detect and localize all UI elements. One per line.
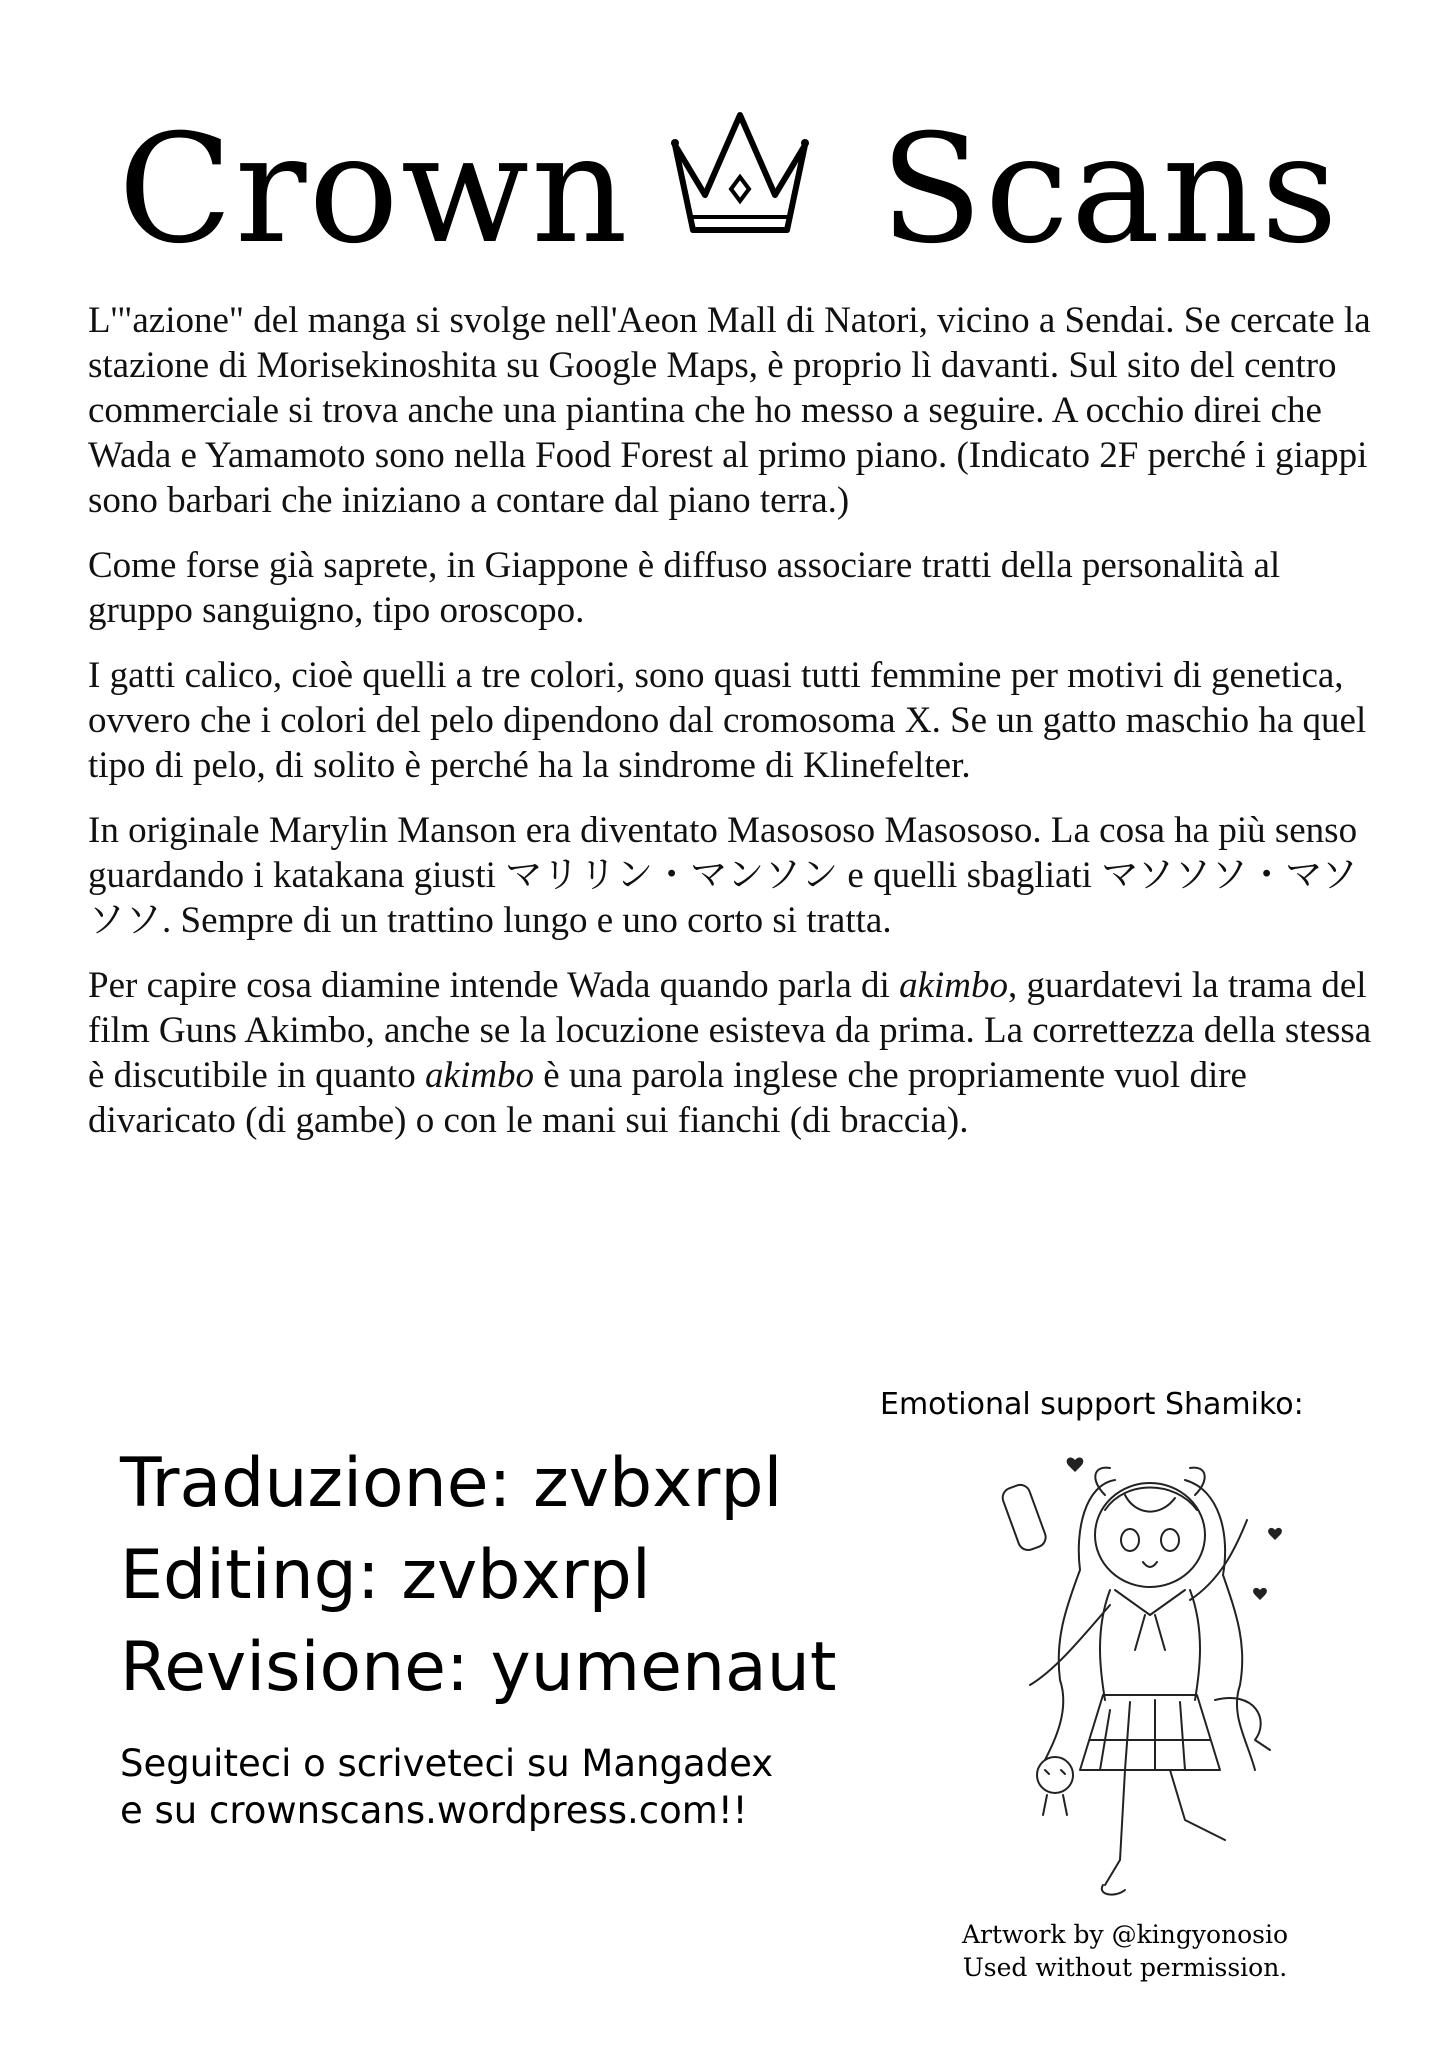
- staff-credits: [120, 1438, 880, 1714]
- note-emphasis: akimbo: [425, 1055, 534, 1096]
- note-emphasis: akimbo: [899, 965, 1008, 1006]
- artwork-permission-note: Used without permission.: [962, 1953, 1288, 1982]
- note-paragraph-akimbo: [88, 963, 1378, 1143]
- follow-line-mangadex: Seguiteci o scriveteci su Mangadex: [120, 1742, 774, 1785]
- note-text: è una parola inglese che propriamente vuol dire divaricato (di gambe) o con le mani sui fianchi (di braccia).: [88, 1055, 1247, 1141]
- artwork-caption: [900, 1918, 1350, 1984]
- note-paragraph-aeon-mall: L'"azione" del manga si svolge nell'Aeon Mall di Natori, vicino a Sendai. Se cercate la stazione di Morisekinoshita su Google Maps, è proprio lì davanti. Sul sito del centro commerciale si trova anche una piantina che ho messo a seguire. A occhio direi che Wada e Yamamoto sono nella Food Forest al primo piano. (Indicato 2F perché i giappi sono barbari che iniziano a contare dal piano terra.): [88, 300, 1371, 521]
- translator-notes: [88, 298, 1378, 1163]
- note-text: , guardatevi la trama del film Guns Akimbo, anche se la locuzione esisteva da prima. La correttezza della stessa è discutibile in quanto: [88, 965, 1372, 1096]
- header: [0, 100, 1443, 280]
- note-paragraph-marilyn-manson: In originale Marylin Manson era diventato Masososo Masososo. La cosa ha più senso guardando i katakana giusti マリリン・マンソン e quelli sbagliati マソソソ・マソソソ. Sempre di un trattino lungo e uno corto si tratta.: [88, 810, 1358, 941]
- follow-line-website: e su crownscans.wordpress.com!!: [120, 1789, 748, 1832]
- shamiko-illustration: [985, 1440, 1315, 1910]
- artwork-credit: Artwork by @kingyonosio: [961, 1920, 1289, 1949]
- brand-word-scans: Scans: [880, 103, 1340, 277]
- note-text: Per capire cosa diamine intende Wada quando parla di: [88, 965, 900, 1006]
- note-paragraph-blood-type: Come forse già saprete, in Giappone è diffuso associare tratti della personalità al gruppo sanguigno, tipo oroscopo.: [88, 545, 1281, 631]
- credit-translation: Traduzione: zvbxrpl: [120, 1444, 783, 1523]
- note-paragraph-calico-cats: I gatti calico, cioè quelli a tre colori, sono quasi tutti femmine per motivi di genetica, ovvero che i colori del pelo dipendono dal cromosoma X. Se un gatto maschio ha quel tipo di pelo, di solito è perché ha la sindrome di Klinefelter.: [88, 655, 1367, 786]
- credit-editing: Editing: zvbxrpl: [120, 1536, 651, 1615]
- crown-icon: [655, 105, 825, 245]
- follow-message: [120, 1740, 880, 1834]
- brand-word-crown: Crown: [118, 103, 630, 277]
- credit-revision: Revisione: yumenaut: [120, 1628, 837, 1707]
- support-label: Emotional support Shamiko:: [880, 1387, 1304, 1422]
